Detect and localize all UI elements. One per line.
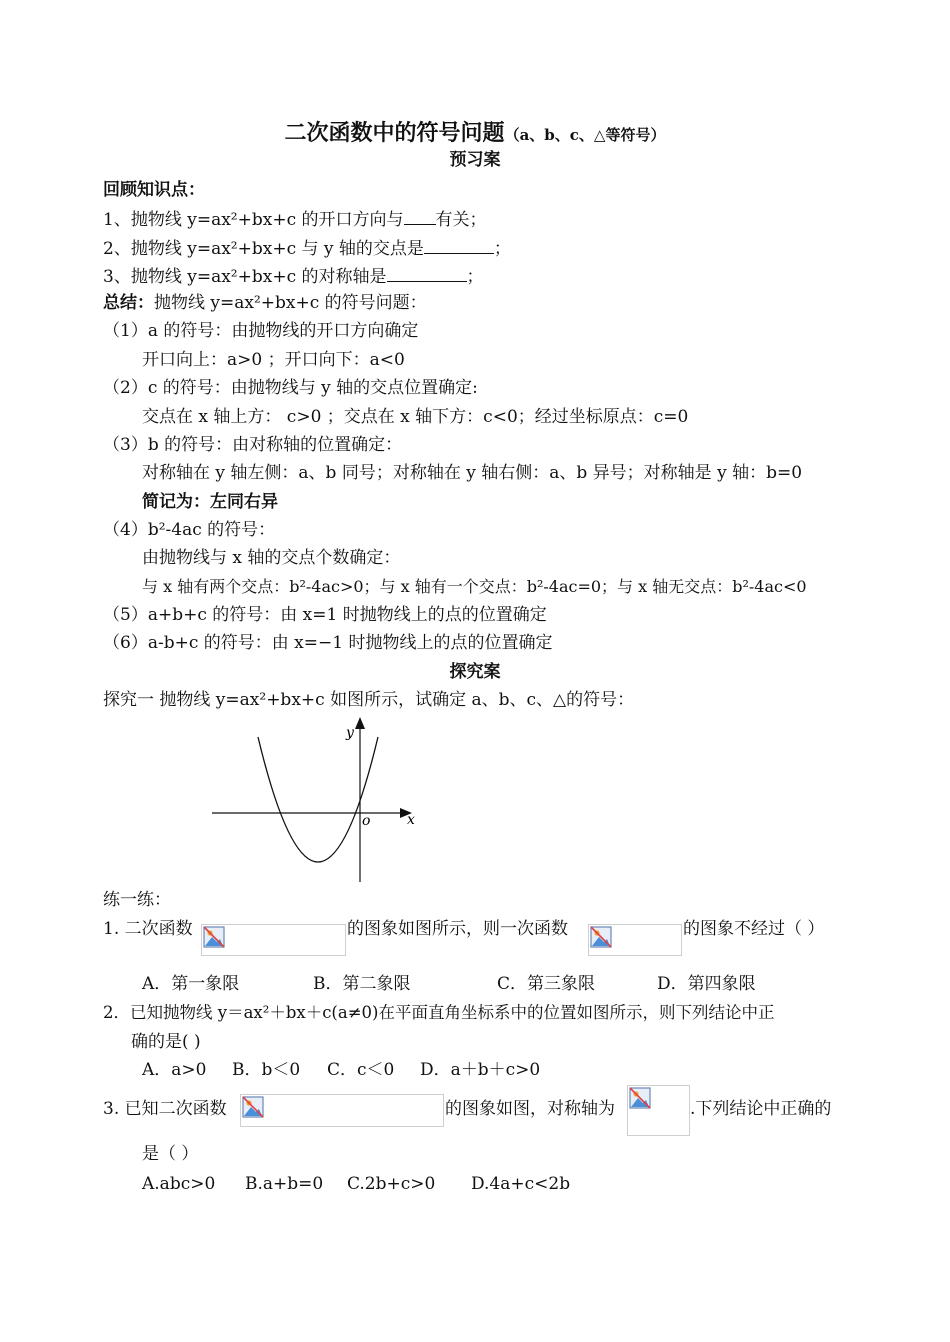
q1-option-c[interactable]: C．第三象限	[497, 974, 596, 994]
q2-option-a[interactable]: A．a>0	[142, 1060, 207, 1080]
q1-text-middle: 的图象如图所示，则一次函数	[347, 919, 568, 939]
review-item-1	[103, 207, 487, 231]
parabola-graph	[200, 712, 430, 887]
review-item-2-suffix: ；	[493, 239, 511, 259]
title-main: 二次函数中的符号问题	[284, 120, 505, 146]
review-item-3	[103, 264, 484, 288]
summary-line: （4）b²-4ac 的符号：	[103, 520, 276, 540]
summary-line: （3）b 的符号：由对称轴的位置确定：	[103, 435, 403, 455]
broken-image	[240, 1094, 444, 1127]
q1-text-start: 1. 二次函数	[103, 919, 193, 939]
summary-heading	[103, 292, 427, 314]
broken-image	[627, 1085, 690, 1136]
preview-heading: 预习案	[449, 150, 501, 170]
review-item-2-text: 2、抛物线 y=ax²+bx+c 与 y 轴的交点是	[103, 239, 424, 259]
review-heading: 回顾知识点：	[103, 180, 205, 200]
title-subtitle: （a、b、c、△等符号）	[504, 126, 666, 144]
summary-line: 开口向上：a>0 ；开口向下：a<0	[142, 350, 405, 370]
q3-option-a[interactable]: A.abc>0	[142, 1174, 216, 1194]
summary-text: 抛物线 y=ax²+bx+c 的符号问题：	[154, 293, 427, 313]
summary-line: （6）a-b+c 的符号：由 x=−1 时抛物线上的点的位置确定	[103, 633, 553, 653]
summary-line: 与 x 轴有两个交点：b²-4ac>0；与 x 轴有一个交点：b²-4ac=0；与 x 轴无交点：b²-4ac<0	[142, 577, 807, 596]
summary-line: 交点在 x 轴上方： c>0 ；交点在 x 轴下方：c<0；经过坐标原点：c=0	[142, 407, 689, 427]
q1-option-b[interactable]: B．第二象限	[313, 974, 411, 994]
summary-line: （2）c 的符号：由抛物线与 y 轴的交点位置确定:	[103, 378, 478, 398]
q3-option-d[interactable]: D.4a+c<2b	[471, 1174, 571, 1194]
q3-option-c[interactable]: C.2b+c>0	[347, 1174, 436, 1194]
q2-option-d[interactable]: D．a＋b＋c>0	[420, 1060, 541, 1080]
explore-heading: 探究案	[449, 662, 501, 682]
review-item-3-suffix: ；	[466, 267, 484, 287]
image-icon	[629, 1087, 651, 1109]
q2-text-line2: 确的是( )	[131, 1032, 201, 1052]
q3-option-b[interactable]: B.a+b=0	[245, 1174, 324, 1194]
summary-line: （1）a 的符号：由抛物线的开口方向确定	[103, 321, 419, 341]
summary-line: 对称轴在 y 轴左侧：a、b 同号；对称轴在 y 轴右侧：a、b 异号；对称轴是 y 轴：b=0	[142, 463, 803, 483]
broken-image	[588, 924, 682, 956]
summary-mnemonic: 简记为：左同右异	[142, 492, 278, 512]
broken-image	[201, 924, 346, 956]
q2-option-b[interactable]: B．b＜0	[232, 1060, 301, 1080]
q3-text-middle: 的图象如图，对称轴为	[445, 1099, 615, 1119]
q3-text-start: 3. 已知二次函数	[103, 1099, 227, 1119]
image-icon	[242, 1096, 264, 1118]
summary-label: 总结：	[103, 293, 154, 313]
q2-text-line1: 2．已知抛物线 y＝ax²＋bx＋c(a≠0)在平面直角坐标系中的位置如图所示，则下列结论中正	[103, 1003, 775, 1022]
q3-text-end: .下列结论中正确的	[690, 1099, 832, 1119]
x-axis-label: x	[407, 812, 415, 828]
answer-blank[interactable]	[404, 207, 436, 225]
summary-line: （5）a+b+c 的符号：由 x=1 时抛物线上的点的位置确定	[103, 605, 547, 625]
answer-blank[interactable]	[387, 264, 467, 282]
q1-option-d[interactable]: D．第四象限	[657, 974, 756, 994]
q1-text-end: 的图象不经过（ ）	[683, 919, 825, 939]
review-item-2	[103, 236, 511, 260]
review-item-1-text: 1、抛物线 y=ax²+bx+c 的开口方向与	[103, 210, 404, 230]
page-title	[0, 118, 950, 150]
explore-question: 探究一 抛物线 y=ax²+bx+c 如图所示，试确定 a、b、c、△的符号：	[103, 690, 635, 710]
practice-heading: 练一练：	[103, 890, 171, 910]
review-item-1-suffix: 有关；	[435, 210, 487, 230]
q1-option-a[interactable]: A．第一象限	[142, 974, 240, 994]
q3-text-line2: 是（ ）	[142, 1144, 199, 1164]
answer-blank[interactable]	[424, 236, 494, 254]
image-icon	[590, 926, 612, 948]
review-item-3-text: 3、抛物线 y=ax²+bx+c 的对称轴是	[103, 267, 387, 287]
image-icon	[203, 926, 225, 948]
summary-line: 由抛物线与 x 轴的交点个数确定：	[142, 548, 401, 568]
y-axis-label: y	[346, 725, 354, 741]
y-axis-arrow	[355, 717, 365, 729]
origin-label: o	[362, 813, 371, 829]
q2-option-c[interactable]: C．c＜0	[327, 1060, 395, 1080]
